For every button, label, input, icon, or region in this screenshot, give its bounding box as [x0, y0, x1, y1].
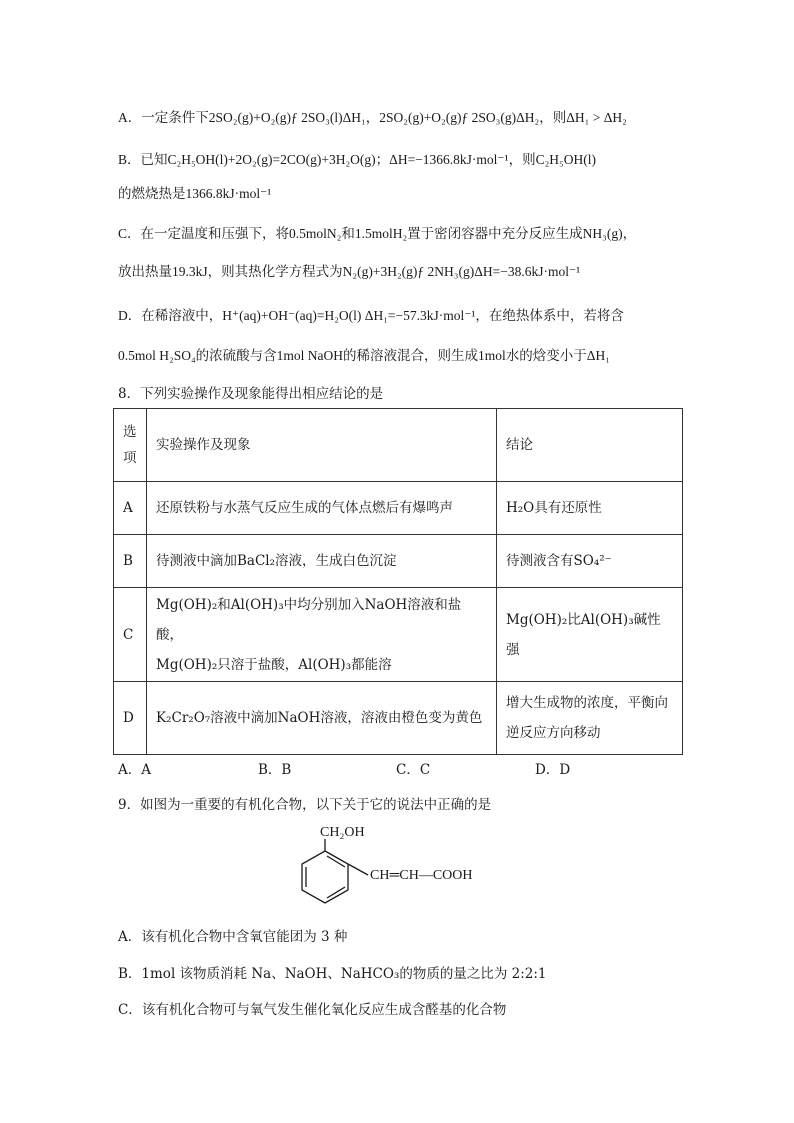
q7-option-d-line1: D．在稀溶液中，H⁺(aq)+OH⁻(aq)=H₂O(l) ΔH₁=−57.3kJ·mol⁻¹，在绝热体系中，若将含 — [118, 308, 624, 323]
q7-option-b-line2: 的燃烧热是1366.8kJ·mol⁻¹ — [118, 186, 272, 201]
conclusion-line: 增大生成物的浓度，平衡向 — [506, 695, 668, 711]
row-conclusion: H₂O具有还原性 — [497, 482, 683, 535]
header-conclusion: 结论 — [497, 409, 683, 482]
q9-option-a: A．该有机化合物中含氧官能团为 3 种 — [118, 929, 348, 945]
group-side-chain: CH═CH—COOH — [370, 868, 473, 883]
row-option: D — [114, 682, 147, 755]
q7-option-a: A．一定条件下2SO₂(g)+O₂(g)ƒ 2SO₃(l)ΔH₁，2SO₂(g)+O₂(g)ƒ 2SO₃(g)ΔH₂，则ΔH₁ > ΔH₂ — [118, 110, 627, 125]
benzene-ring — [302, 851, 348, 903]
q7-option-d-line2: 0.5mol H₂SO₄的浓硫酸与含1mol NaOH的稀溶液混合，则生成1mol水的焓变小于ΔH₁ — [118, 348, 610, 363]
q8-question: 8．下列实验操作及现象能得出相应结论的是 — [118, 386, 384, 402]
table-row — [114, 588, 683, 682]
operation-line: Mg(OH)₂和Al(OH)₃中均分别加入NaOH溶液和盐酸， — [156, 596, 462, 643]
row-operation: K₂Cr₂O₇溶液中滴加NaOH溶液，溶液由橙色变为黄色 — [147, 682, 497, 755]
q8-answer-c: C．C — [396, 762, 431, 778]
q7-option-c-line1: C．在一定温度和压强下，将0.5molN₂和1.5molH₂置于密闭容器中充分反应生成NH₃(g)， — [118, 226, 637, 241]
table-row — [114, 682, 683, 755]
row-conclusion: Mg(OH)₂比Al(OH)₃碱性强 — [497, 588, 683, 682]
row-conclusion: 待测液含有SO₄²⁻ — [497, 535, 683, 588]
q7-option-c-line2: 放出热量19.3kJ，则其热化学方程式为N₂(g)+3H₂(g)ƒ 2NH₃(g)ΔH=−38.6kJ·mol⁻¹ — [118, 264, 581, 279]
q8-table — [113, 408, 683, 755]
row-operation: 还原铁粉与水蒸气反应生成的气体点燃后有爆鸣声 — [147, 482, 497, 535]
q9-option-c: C．该有机化合物可与氧气发生催化氧化反应生成含醛基的化合物 — [118, 1002, 507, 1018]
table-row — [114, 535, 683, 588]
q8-answer-b: B．B — [258, 762, 292, 778]
structural-formula — [290, 823, 510, 918]
header-operation: 实验操作及现象 — [147, 409, 497, 482]
row-conclusion — [497, 682, 683, 755]
row-operation — [147, 588, 497, 682]
row-operation: 待测液中滴加BaCl₂溶液，生成白色沉淀 — [147, 535, 497, 588]
q9-question: 9．如图为一重要的有机化合物，以下关于它的说法中正确的是 — [118, 797, 492, 813]
row-option: C — [114, 588, 147, 682]
row-option: A — [114, 482, 147, 535]
conclusion-line: 逆反应方向移动 — [506, 725, 601, 741]
row-option: B — [114, 535, 147, 588]
table-header-row — [114, 409, 683, 482]
q7-option-b-line1: B．已知C₂H₅OH(l)+2O₂(g)=2CO(g)+3H₂O(g)；ΔH=−1366.8kJ·mol⁻¹，则C₂H₅OH(l) — [118, 152, 597, 167]
q8-answer-d: D．D — [535, 762, 571, 778]
q9-option-b: B．1mol 该物质消耗 Na、NaOH、NaHCO₃的物质的量之比为 2:2:1 — [118, 966, 547, 982]
q8-answer-a: A．A — [118, 762, 151, 778]
table-row — [114, 482, 683, 535]
group-ch2oh: CH₂OH — [320, 825, 365, 840]
operation-line: Mg(OH)₂只溶于盐酸，Al(OH)₃都能溶 — [156, 656, 392, 673]
header-option: 选 项 — [114, 409, 147, 482]
